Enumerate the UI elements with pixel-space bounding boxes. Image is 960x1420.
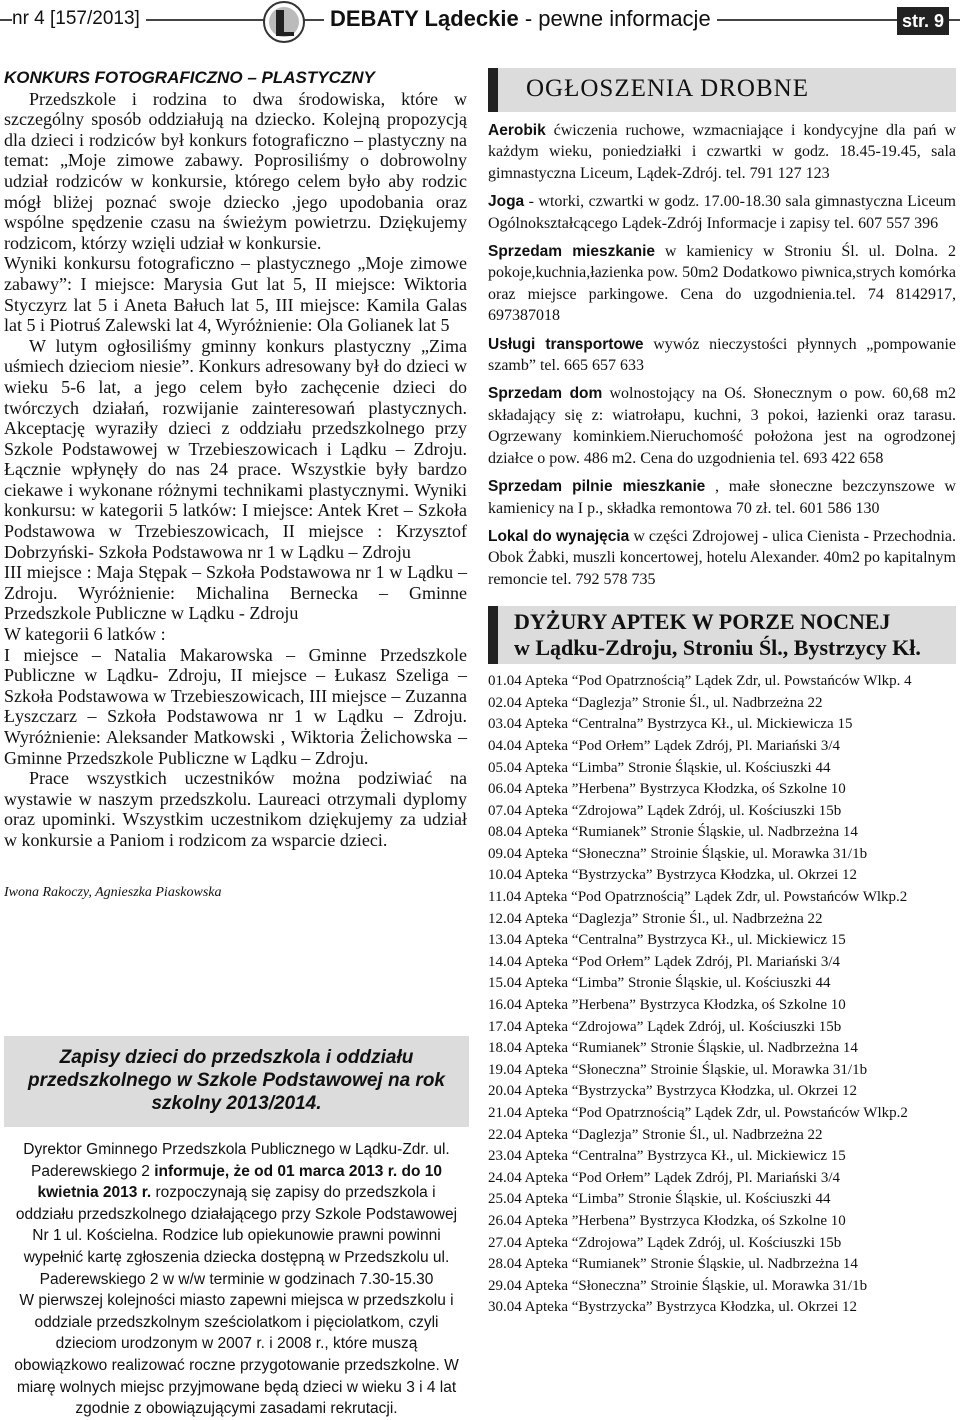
- debaty-logo-icon: [262, 0, 306, 44]
- pharmacy-heading-line1: DYŻURY APTEK W PORZE NOCNEJ: [514, 609, 891, 635]
- pharmacy-row: 18.04 Apteka “Rumianek” Stronie Śląskie, ul. Nadbrzeżna 14: [488, 1040, 858, 1057]
- classified-ad-label: Joga: [488, 193, 525, 211]
- article-paragraph: I miejsce – Natalia Makarowska – Gminne Przedszkole Publiczne w Lądku- Zdroju, II miejsce – Łukasz Szeliga – Szkoła Podstawowa w Trzebieszowicach, III miejsce – Zuzanna Łyszczarz – Szkoła Podstawowa nr 1 w Lądku – Zdroju. Wyróżnienie: Aleksander Matkowski , Wiktoria Żelichowska – Gminne Przedszkole Publiczne w Lądku – Zdroju.: [4, 644, 467, 768]
- pharmacy-heading-text: [514, 609, 921, 661]
- classified-ad-text: ćwiczenia ruchowe, wzmacniające i kondycyjne dla pań w każdym wieku, poniedziałki i czwartki w godz. 18.45-19.45, sala gimnastyczna Liceum, Lądek-Zdrój. tel. 791 127 123: [488, 122, 956, 182]
- article-title: KONKURS FOTOGRAFICZNO – PLASTYCZNY: [4, 68, 375, 87]
- pharmacy-heading-line2: w Lądku-Zdroju, Stroniu Śl., Bystrzycy Kł.: [514, 635, 921, 661]
- masthead-title-rest: - pewne informacje: [518, 6, 711, 31]
- classified-ad: [488, 120, 956, 184]
- pharmacy-row: 28.04 Apteka “Rumianek” Stronie Śląskie, ul. Nadbrzeżna 14: [488, 1256, 858, 1273]
- enrolment-dates: informuje, że od 01 marca 2013 r. do 10 kwietnia 2013 r.: [37, 1162, 442, 1202]
- pharmacy-row: 09.04 Apteka “Słoneczna” Stroinie Śląskie, ul. Morawka 31/1b: [488, 845, 868, 862]
- heading-bar: [488, 68, 498, 112]
- pharmacy-row: 16.04 Apteka ”Herbena” Bystrzyca Kłodzka, oś Szkolne 10: [488, 997, 846, 1014]
- classified-ad: [488, 526, 956, 590]
- pharmacy-row: 17.04 Apteka “Zdrojowa” Lądek Zdrój, ul. Kościuszki 15b: [488, 1018, 842, 1035]
- pharmacy-row: 22.04 Apteka “Daglezja” Stronie Śl., ul. Nadbrzeżna 22: [488, 1126, 823, 1143]
- pharmacy-row: 26.04 Apteka ”Herbena” Bystrzyca Kłodzka, oś Szkolne 10: [488, 1212, 846, 1229]
- classified-ad-text: , małe słoneczne bezczynszowe w kamienicy na I p., składka remontowa 70 zł. tel. 601 586 130: [488, 478, 956, 517]
- pharmacy-row: 13.04 Apteka “Centralna” Bystrzyca Kł., ul. Mickiewicz 15: [488, 932, 846, 949]
- issue-number: nr 4 [157/2013]: [12, 8, 146, 30]
- enrolment-paragraph: W pierwszej kolejności miasto zapewni miejsca w przedszkolu i oddziale przedszkolnym sześciolatkom i pięciolatkom, czyli dzieciom urodzonym w 2007 r. i 2008 r., które muszą obowiązkowo realizować roczne przygotowanie przedszkolne. W miarę wolnych miejsc przyjmowane będą dzieci w wieku 3 i 4 lat zgodnie z obowiązującymi zasadami rekrutacji.: [14, 1292, 459, 1418]
- pharmacy-row: 24.04 Apteka “Pod Orłem” Lądek Zdrój, Pl. Mariański 3/4: [488, 1169, 841, 1186]
- article-author: Iwona Rakoczy, Agnieszka Piaskowska: [4, 884, 222, 900]
- page-number-badge: str. 9: [897, 7, 949, 35]
- pharmacy-row: 02.04 Apteka “Daglezja” Stronie Śl., ul. Nadbrzeżna 22: [488, 694, 823, 711]
- heading-bar: [488, 606, 498, 664]
- enrolment-title: Zapisy dzieci do przedszkola i oddziału przedszkolnego w Szkole Podstawowej na rok szkolny 2013/2014.: [4, 1036, 469, 1127]
- classified-ad-label: Sprzedam dom: [488, 385, 603, 403]
- article-paragraph: III miejsce : Maja Stępak – Szkoła Podstawowa nr 1 w Lądku – Zdroju. Wyróżnienie: Michalina Bernecka – Gminne Przedszkole Publiczne w Lądku - Zdroju: [4, 562, 467, 624]
- pharmacy-row: 21.04 Apteka “Pod Opatrznością” Lądek Zdr, ul. Powstańców Wlkp.2: [488, 1105, 908, 1121]
- pharmacy-row: 06.04 Apteka ”Herbena” Bystrzyca Kłodzka, oś Szkolne 10: [488, 781, 846, 798]
- pharmacy-row: 19.04 Apteka “Słoneczna” Stroinie Śląskie, ul. Morawka 31/1b: [488, 1061, 868, 1078]
- classified-ad: [488, 383, 956, 469]
- masthead-title-bold: DEBATY Lądeckie: [330, 6, 519, 31]
- pharmacy-row: 01.04 Apteka “Pod Opatrznością” Lądek Zdr, ul. Powstańców Wlkp. 4: [488, 673, 912, 690]
- classified-ad-label: Sprzedam pilnie mieszkanie: [488, 478, 706, 496]
- pharmacy-row: 25.04 Apteka “Limba” Stronie Śląskie, ul. Kościuszki 44: [488, 1191, 831, 1208]
- article-paragraph: W lutym ogłosiliśmy gminny konkurs plastyczny „Zima uśmiech dzieciom niesie”. Konkurs adresowany był do dzieci w wieku 5-6 lat, a jego celem było zachęcenie dzieci do twórczych działań, rozwijanie zainteresowań plastycznych. Akceptację wyraziły dzieci z oddziału przedszkolnego przy Szkole Podstawowej w Trzebieszowicach i Lądku – Zdroju. Łącznie wpłynęły do nas 24 prace. Wszystkie były bardzo ciekawe i wykonane różnymi technikami plastycznymi. Wyniki konkursu: w kategorii 5 latków: I miejsce: Antek Kret – Szkoła Podstawowa w Trzebieszowicach, II miejsce : Krzysztof Dobrzyński- Szkoła Podstawowa nr 1 w Lądku – Zdroju: [4, 335, 467, 562]
- pharmacy-row: 10.04 Apteka “Bystrzycka” Bystrzyca Kłodzka, ul. Okrzei 12: [488, 867, 858, 884]
- pharmacy-row: 03.04 Apteka “Centralna” Bystrzyca Kł., ul. Mickiewicza 15: [488, 716, 853, 733]
- enrolment-text: Dyrektor Gminnego Przedszkola Publicznego w Lądku-Zdr. ul. Paderewskiego 2: [23, 1141, 450, 1180]
- classified-ad-label: Sprzedam mieszkanie: [488, 243, 656, 261]
- classified-ad-text: w części Zdrojowej - ulica Cienista - Przechodnia. Obok Żabki, muszli koncertowej, hotelu Alexander. 40m2 po kapitalnym remoncie tel. 792 578 735: [488, 527, 956, 588]
- classifieds-heading: [488, 68, 956, 112]
- classified-ad-label: Lokal do wynajęcia: [488, 527, 630, 545]
- classified-ad: [488, 241, 956, 327]
- pharmacy-row: 23.04 Apteka “Centralna” Bystrzyca Kł., ul. Mickiewicz 15: [488, 1148, 846, 1165]
- pharmacy-row: 08.04 Apteka “Rumianek” Stronie Śląskie, ul. Nadbrzeżna 14: [488, 824, 858, 841]
- classified-ad-label: Aerobik: [488, 122, 546, 139]
- pharmacy-row: 27.04 Apteka “Zdrojowa” Lądek Zdrój, ul. Kościuszki 15b: [488, 1234, 842, 1251]
- classified-ad-text: w kamienicy w Stroniu Śl. ul. Dolna. 2 pokoje,kuchnia,łazienka pow. 50m2 Dodatkowo piwnica,strych komórka oraz miejsce parkingowe. Cena do uzgodnienia.tel. 74 8142917, 697387018: [488, 243, 956, 325]
- classified-ad-text: wywóz nieczystości płynnych „pompowanie szamb” tel. 665 657 633: [488, 335, 956, 375]
- enrolment-body: [4, 1127, 469, 1420]
- classifieds-list: [488, 120, 956, 590]
- right-column: [488, 68, 956, 1319]
- article-paragraph: Prace wszystkich uczestników można podziwiać na wystawie w naszym przedszkolu. Laureaci otrzymali dyplomy oraz upominki. Wszystkim uczestnikom dziękujemy za udział w konkursie a Paniom i rodzicom za wsparcie dzieci.: [4, 768, 467, 850]
- pharmacy-schedule: [488, 671, 956, 1319]
- article-paragraph: Wyniki konkursu fotograficzno – plastycznego „Moje zimowe zabawy”: I miejsce: Marysia Gut lat 5, II miejsce: Wiktoria Styczyrz lat 5 i Aneta Bałuch lat 5, III miejsce: Kamila Galas lat 5 i Piotruś Zalewski lat 4, Wyróżnienie: Ola Golianek lat 5: [4, 253, 467, 336]
- enrolment-text: rozpoczynają się zapisy do przedszkola i oddziału przedszkolnego działającego przy Szkole Podstawowej Nr 1 ul. Kościelna. Rodzice lub opiekunowie prawni powinni wypełnić kartę zgłoszenia dziecka dostępną w Przedszkolu ul. Paderewskiego 2 w w/w terminie w godzinach 7.30-15.30: [15, 1184, 458, 1288]
- classified-ad: [488, 191, 956, 234]
- pharmacy-row: 11.04 Apteka “Pod Opatrznością” Lądek Zdr, ul. Powstańców Wlkp.2: [488, 889, 908, 906]
- classifieds-heading-text: OGŁOSZENIA DROBNE: [526, 75, 809, 102]
- page-header: [0, 0, 960, 46]
- enrolment-notice: [4, 1036, 469, 1418]
- classified-ad: [488, 334, 956, 377]
- article-paragraph: Przedszkole i rodzina to dwa środowiska, które w szczególny sposób oddziałują na dziecko. Kolejną propozycją dla dzieci i rodziców był konkurs fotograficzno – plastyczny na temat: „Moje zimowe zabawy. Poprosiliśmy o dobrowolny udział rodziców w konkursie, którego celem było aby rodzic mógł bliżej poznać swoje dziecko ,jego upodobania oraz wspólne spędzenie czasu na świeżym powietrzu. Dziękujemy rodzicom, którzy wzięli udział w konkursie.: [4, 88, 467, 253]
- pharmacy-row: 20.04 Apteka “Bystrzycka” Bystrzyca Kłodzka, ul. Okrzei 12: [488, 1083, 858, 1100]
- pharmacy-row: 04.04 Apteka “Pod Orłem” Lądek Zdrój, Pl. Mariański 3/4: [488, 737, 841, 754]
- pharmacy-row: 05.04 Apteka “Limba” Stronie Śląskie, ul. Kościuszki 44: [488, 759, 831, 776]
- classified-ad: [488, 476, 956, 519]
- pharmacy-row: 07.04 Apteka “Zdrojowa” Lądek Zdrój, ul. Kościuszki 15b: [488, 802, 842, 819]
- classified-ad-text: wolnostojący na Oś. Słonecznym o pow. 60,68 m2 składający się z: wiatrołapu, kuchni, 3 pokoi, łazienki oraz tarasu. Ogrzewany kominkiem.Nieruchomość położona jest na ogrodzonej działce o pow. 486 m2. Cena do uzgodnienia tel. 693 422 658: [488, 385, 956, 467]
- enrolment-paragraph: [12, 1139, 461, 1290]
- classified-ad-label: Usługi transportowe: [488, 335, 644, 353]
- masthead-title: [324, 6, 717, 32]
- pharmacy-heading: [488, 606, 956, 664]
- article-paragraph: W kategorii 6 latków :: [4, 624, 166, 645]
- pharmacy-row: 15.04 Apteka “Limba” Stronie Śląskie, ul. Kościuszki 44: [488, 975, 831, 992]
- pharmacy-row: 14.04 Apteka “Pod Orłem” Lądek Zdrój, Pl. Mariański 3/4: [488, 953, 841, 970]
- pharmacy-row: 12.04 Apteka “Daglezja” Stronie Śl., ul. Nadbrzeżna 22: [488, 910, 823, 927]
- pharmacy-row: 30.04 Apteka “Bystrzycka” Bystrzyca Kłodzka, ul. Okrzei 12: [488, 1299, 858, 1316]
- contest-article: [4, 68, 467, 903]
- classified-ad-text: - wtorki, czwartki w godz. 17.00-18.30 sala gimnastyczna Liceum Ogólnokształcącego Lądek-Zdrój Informacje i zapisy tel. 607 557 396: [488, 193, 956, 232]
- pharmacy-row: 29.04 Apteka “Słoneczna” Stroinie Śląskie, ul. Morawka 31/1b: [488, 1277, 868, 1294]
